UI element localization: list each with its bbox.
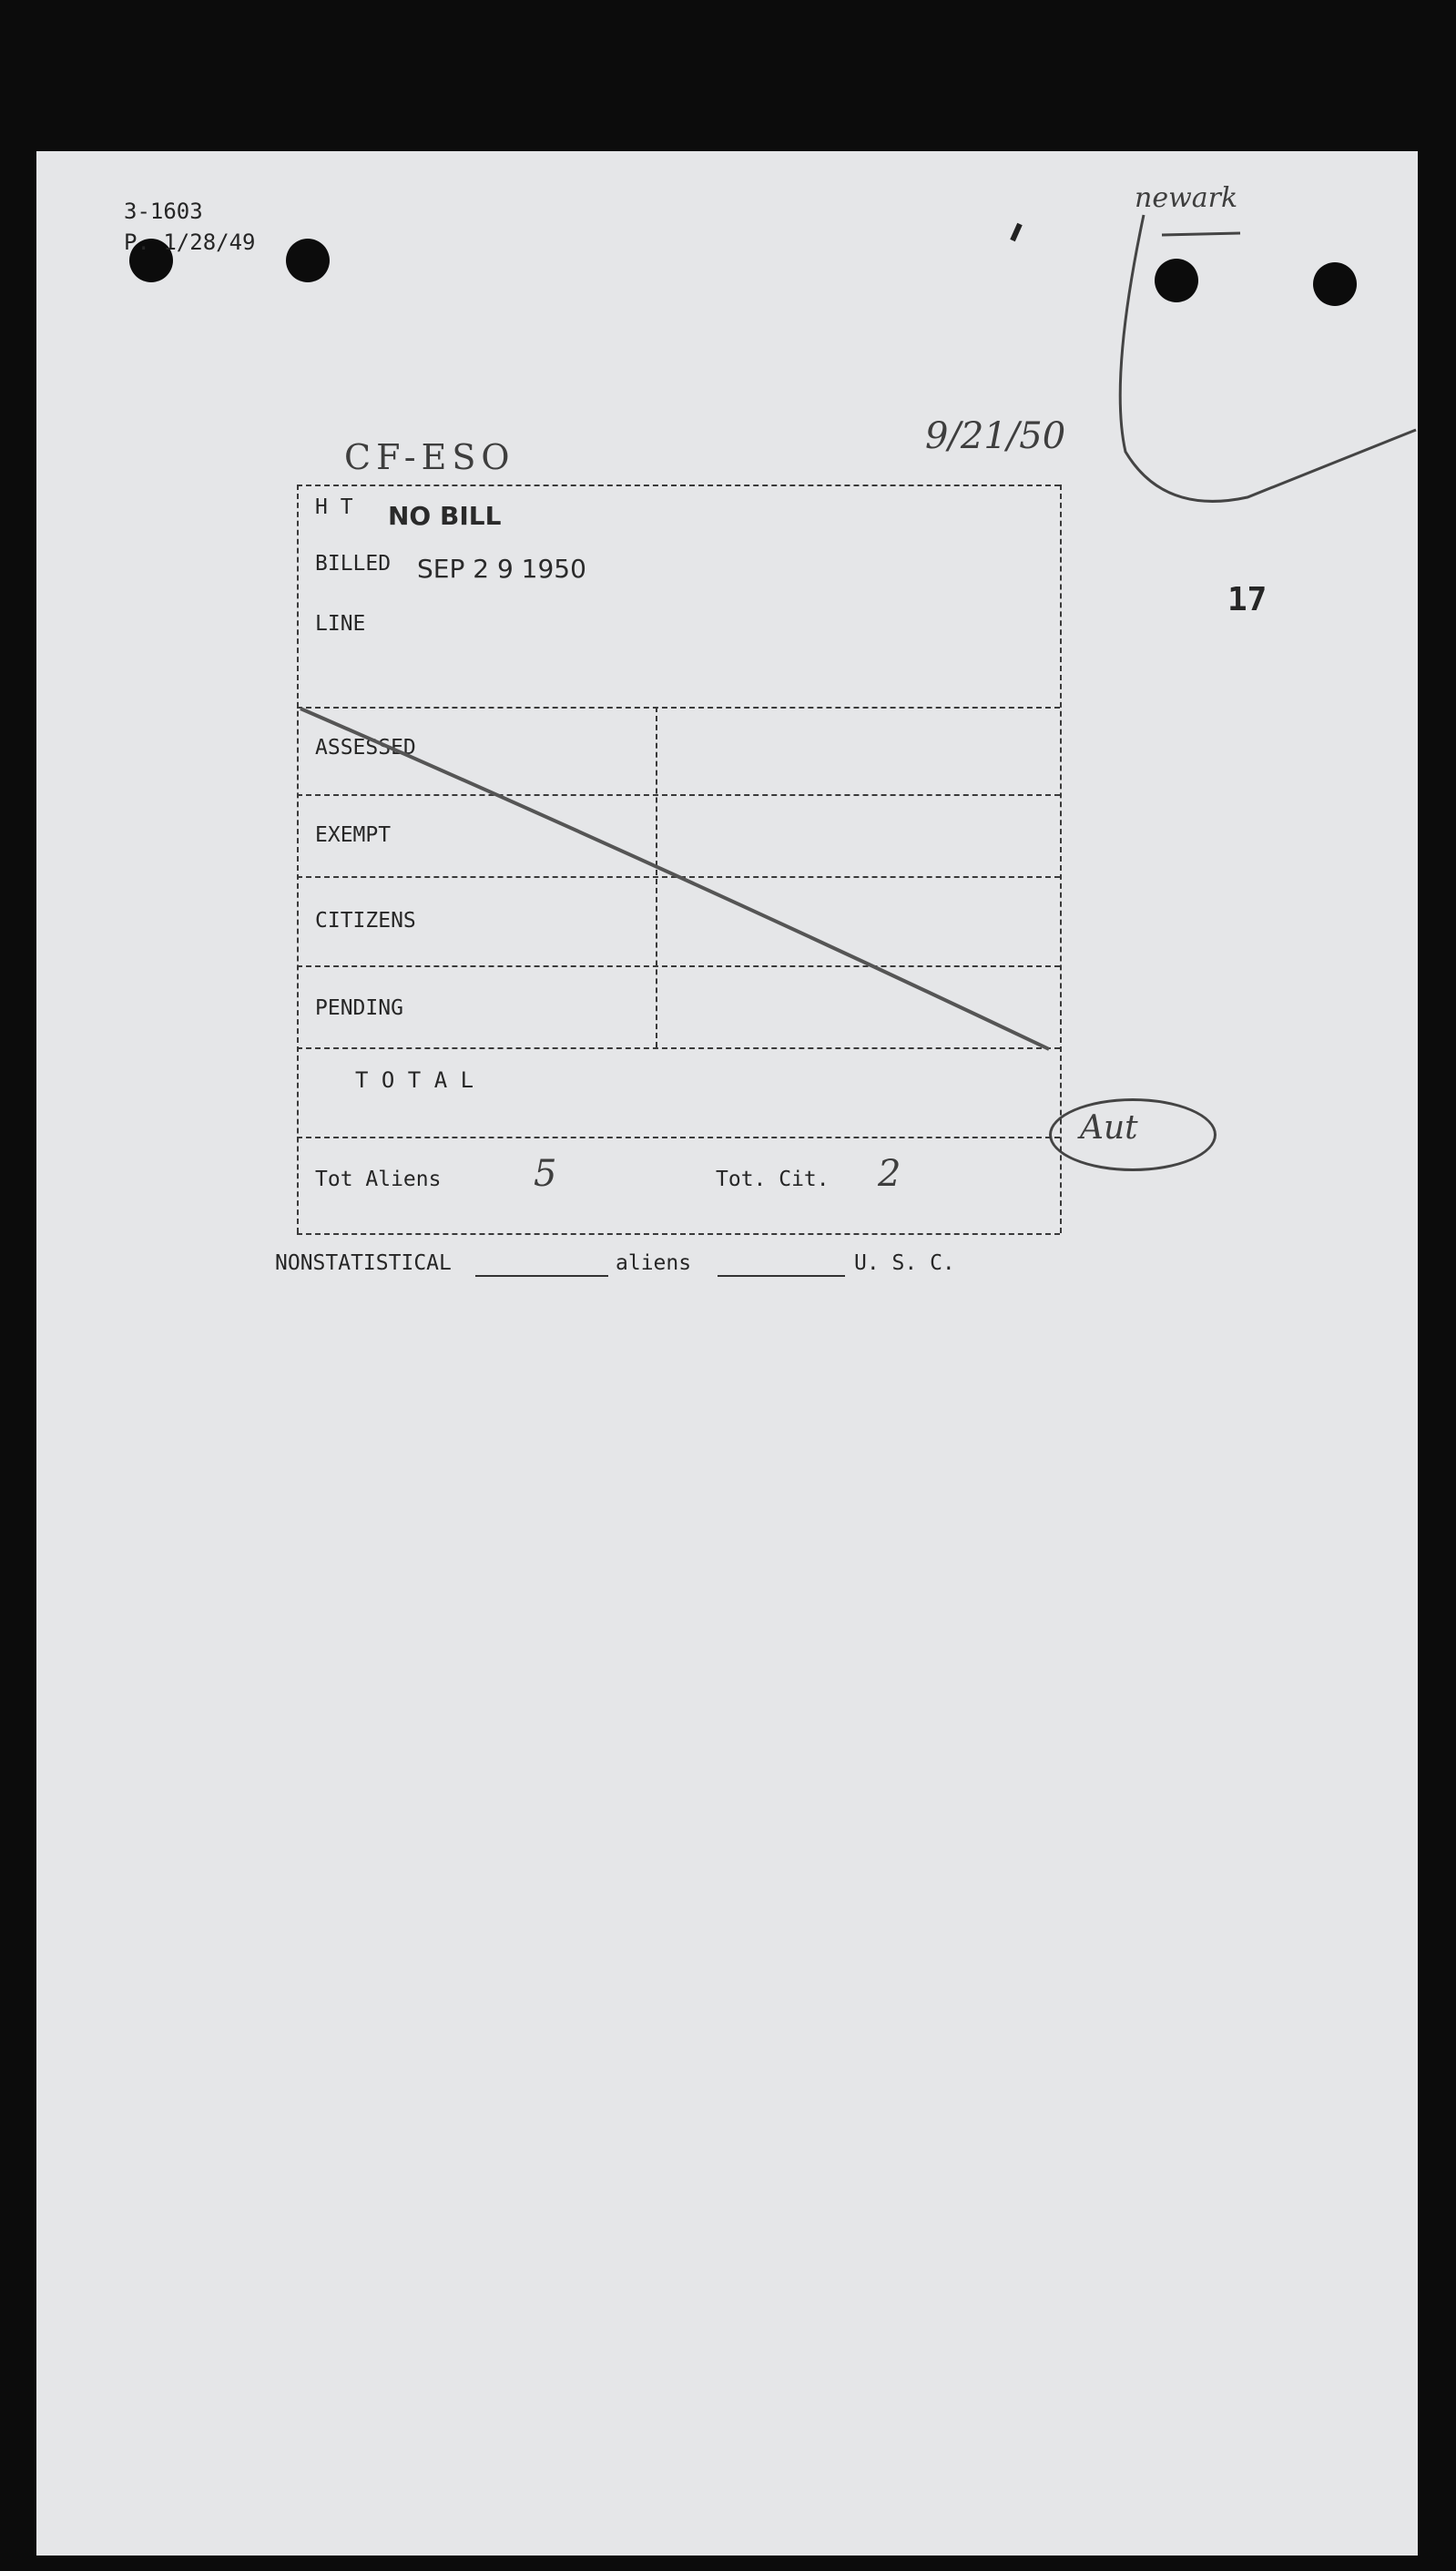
city-note: newark bbox=[1135, 182, 1238, 214]
row-label-assessed: ASSESSED bbox=[315, 736, 416, 760]
tot-aliens-value: 5 bbox=[534, 1153, 557, 1195]
total-label: T O T A L bbox=[355, 1067, 474, 1093]
file-date: P. 1/28/49 bbox=[124, 230, 256, 255]
date-note: 9/21/50 bbox=[925, 415, 1066, 457]
row-label-pending: PENDING bbox=[315, 996, 403, 1020]
circled-note: Aut bbox=[1080, 1109, 1138, 1147]
file-number: 3-1603 bbox=[124, 199, 203, 224]
tot-cit-label: Tot. Cit. bbox=[716, 1168, 830, 1191]
usc-label: U. S. C. bbox=[854, 1251, 955, 1275]
billed-date-stamp: SEP 2 9 1950 bbox=[417, 554, 586, 584]
no-bill-stamp: NO BILL bbox=[388, 501, 502, 531]
row-label-citizens: CITIZENS bbox=[315, 909, 416, 933]
ht-label: H T bbox=[315, 495, 353, 519]
nonstatistical-label: NONSTATISTICAL bbox=[275, 1251, 452, 1275]
cf-note: CF-ESO bbox=[344, 437, 515, 477]
tot-cit-value: 2 bbox=[878, 1153, 901, 1195]
line-label: LINE bbox=[315, 612, 366, 636]
pen-strokes bbox=[36, 151, 1418, 2556]
diagonal-strike-line bbox=[300, 709, 1049, 1049]
page-number: 17 bbox=[1227, 581, 1268, 618]
corner-curve-mark bbox=[1120, 215, 1416, 501]
tot-aliens-label: Tot Aliens bbox=[315, 1168, 442, 1191]
aliens-label: aliens bbox=[616, 1251, 692, 1275]
billed-label: BILLED bbox=[315, 552, 392, 576]
underline-mark bbox=[1162, 233, 1240, 235]
row-label-exempt: EXEMPT bbox=[315, 823, 392, 847]
pen-tick-mark bbox=[1013, 224, 1020, 240]
document-page bbox=[36, 151, 1418, 2556]
